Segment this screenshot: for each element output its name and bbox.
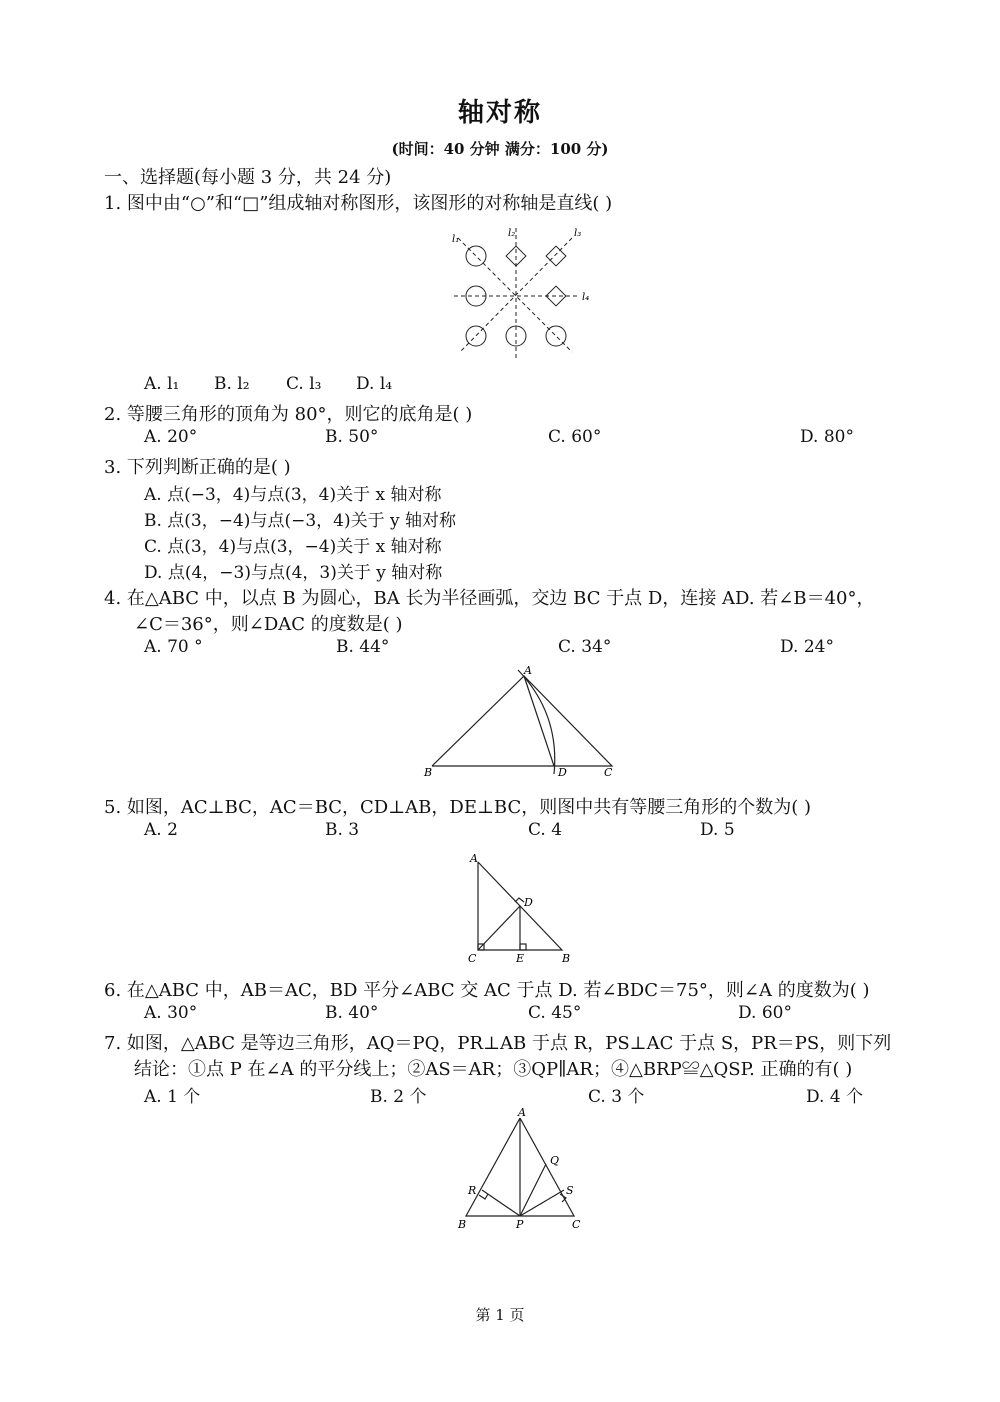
q3-option-d[interactable]: D. 点(4，−3)与点(4，3)关于 y 轴对称 (144, 563, 443, 583)
right-angle-mark (520, 944, 526, 950)
exam-info: (时间：40 分钟 满分：100 分) (391, 140, 609, 158)
fig4-label-b: B (424, 766, 433, 779)
page-title: 轴对称 (457, 98, 542, 128)
q5-option-c[interactable]: C. 4 (528, 820, 563, 840)
figure-5 (466, 850, 576, 966)
fig7-label-p: P (516, 1218, 524, 1231)
q7-option-a[interactable]: A. 1 个 (144, 1087, 201, 1107)
q4-option-b[interactable]: B. 44° (336, 637, 390, 657)
question-3: 3. 下列判断正确的是( ) (104, 457, 291, 478)
q5-option-a[interactable]: A. 2 (144, 820, 178, 840)
figure-4 (420, 664, 620, 780)
fig7-label-a: A (518, 1106, 526, 1119)
q3-option-c[interactable]: C. 点(3，4)与点(3，−4)关于 x 轴对称 (144, 537, 442, 557)
fig5-label-a: A (470, 852, 478, 865)
question-2: 2. 等腰三角形的顶角为 80°，则它的底角是( ) (104, 404, 473, 425)
question-7-line-2: 结论：①点 P 在∠A 的平分线上；②AS＝AR；③QP∥AR；④△BRP≌△QSP. 正确的有( ) (134, 1059, 853, 1080)
fig5-label-c: C (468, 952, 477, 965)
q6-option-a[interactable]: A. 30° (144, 1003, 198, 1023)
q7-option-c[interactable]: C. 3 个 (588, 1087, 645, 1107)
fig1-label-l1: l₁ (452, 234, 460, 245)
figure-1 (440, 220, 600, 370)
figure-7 (454, 1106, 594, 1234)
circle-shape (466, 246, 486, 266)
square-shape (546, 246, 566, 266)
circle-shape (466, 326, 486, 346)
q5-option-d[interactable]: D. 5 (700, 820, 735, 840)
q2-option-b[interactable]: B. 50° (325, 427, 379, 447)
q1-option-c[interactable]: C. l₃ (286, 374, 322, 394)
question-4-line-1: 4. 在△ABC 中，以点 B 为圆心，BA 长为半径画弧，交边 BC 于点 D，连接 AD. 若∠B＝40°， (104, 588, 875, 609)
question-4-line-2: ∠C＝36°，则∠DAC 的度数是( ) (134, 614, 403, 635)
arc-from-b (518, 670, 555, 774)
question-7-line-1: 7. 如图，△ABC 是等边三角形，AQ＝PQ，PR⊥AB 于点 R，PS⊥AC 于点 S，PR＝PS，则下列 (104, 1033, 892, 1054)
q1-option-b[interactable]: B. l₂ (214, 374, 250, 394)
q4-option-a[interactable]: A. 70 ° (144, 637, 203, 657)
fig7-label-b: B (458, 1218, 467, 1231)
q7-option-b[interactable]: B. 2 个 (370, 1087, 427, 1107)
q6-option-b[interactable]: B. 40° (325, 1003, 379, 1023)
q6-option-d[interactable]: D. 60° (738, 1003, 792, 1023)
fig4-label-c: C (604, 766, 613, 779)
q4-option-c[interactable]: C. 34° (558, 637, 612, 657)
fig7-label-r: R (468, 1184, 477, 1197)
question-5: 5. 如图，AC⊥BC，AC＝BC，CD⊥AB，DE⊥BC，则图中共有等腰三角形的个数为( ) (104, 797, 811, 818)
triangle-abc (432, 676, 612, 766)
q2-option-c[interactable]: C. 60° (548, 427, 602, 447)
fig5-label-d: D (524, 896, 533, 909)
fig7-label-c: C (572, 1218, 581, 1231)
fig5-label-b: B (562, 952, 571, 965)
q7-option-d[interactable]: D. 4 个 (806, 1087, 864, 1107)
circle-shape (546, 326, 566, 346)
question-6: 6. 在△ABC 中，AB＝AC，BD 平分∠ABC 交 AC 于点 D. 若∠BDC＝75°，则∠A 的度数为( ) (104, 980, 870, 1001)
q1-option-d[interactable]: D. l₄ (356, 374, 393, 394)
fig4-label-d: D (558, 766, 567, 779)
q3-option-a[interactable]: A. 点(−3，4)与点(3，4)关于 x 轴对称 (144, 485, 442, 505)
section-heading: 一、选择题(每小题 3 分，共 24 分) (104, 167, 392, 188)
fig4-label-a: A (524, 664, 532, 677)
right-angle-mark (515, 898, 524, 902)
fig5-label-e: E (516, 952, 525, 965)
q3-option-b[interactable]: B. 点(3，−4)与点(−3，4)关于 y 轴对称 (144, 511, 456, 531)
q1-option-a[interactable]: A. l₁ (144, 374, 180, 394)
q6-option-c[interactable]: C. 45° (528, 1003, 582, 1023)
fig7-label-s: S (566, 1184, 574, 1197)
fig1-label-l3: l₃ (574, 228, 582, 239)
right-angle-mark (479, 1194, 488, 1199)
q5-option-b[interactable]: B. 3 (325, 820, 360, 840)
q2-option-d[interactable]: D. 80° (800, 427, 854, 447)
fig1-label-l2: l₂ (508, 228, 516, 239)
q2-option-a[interactable]: A. 20° (144, 427, 198, 447)
q4-option-d[interactable]: D. 24° (780, 637, 834, 657)
fig7-label-q: Q (550, 1154, 560, 1167)
fig1-label-l4: l₄ (582, 292, 590, 303)
question-1: 1. 图中由“○”和“□”组成轴对称图形，该图形的对称轴是直线( ) (104, 193, 613, 214)
page-number: 第 1 页 (475, 1306, 525, 1324)
